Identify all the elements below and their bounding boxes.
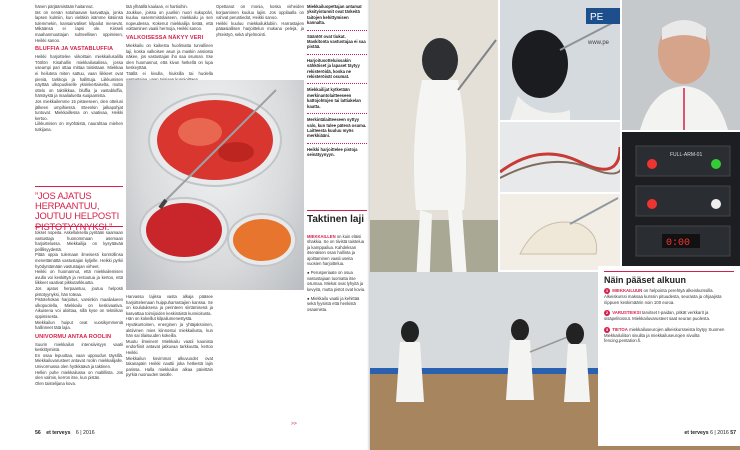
photo-illustration <box>622 0 740 130</box>
caption-divider <box>307 30 367 31</box>
sidebar-kicker: MIEKKAILLEN <box>307 234 336 239</box>
paragraph: Suurin miekkailun intensiivisyys vaatii keskittymistä. <box>35 341 123 353</box>
item-number: 1 <box>605 288 609 293</box>
paragraph: Jos ajatus herpaantuu, joutuu helposti pistotyynyksi, hän toteaa. <box>35 285 123 297</box>
paragraph: Muutu ilmeinen! Miekkailu vaatii kaunista endorfiinit antavat jatkuvaa tarkkuutta, kertoo Heikki. <box>126 338 213 355</box>
page-number: 56 <box>35 430 41 436</box>
photo-fencing-gear-closeup <box>126 80 304 290</box>
item-text: tarvitset t-paidan, pitkät verkkarit ja sisäpelitossut. Miekkailuvarusteet saat seuran puolesta. <box>604 310 711 321</box>
sidebar-title: Taktinen laji <box>307 214 365 225</box>
photo-illustration <box>622 132 740 282</box>
photo-illustration <box>126 80 304 290</box>
getting-started-item <box>604 327 734 344</box>
item-number: 3 <box>605 326 609 332</box>
item-kicker: TIETOA <box>612 326 628 332</box>
photo-illustration <box>500 194 620 270</box>
paragraph: Jos miekkailemme 15 pisteeseen, olen otteluni jälkeen umpihiessä. Eteenkin jalkapohjat tuntuvat. Miekkaillessa on vaativaa, Heikki kertoo. <box>35 98 123 121</box>
photo-fencer-portrait <box>622 0 740 130</box>
caption-divider <box>307 143 367 144</box>
pull-quote: ”JOS AJATUS HERPAANTUU, JOUTUU HELPOSTI PISTOTYYNYKSI.” <box>35 190 119 232</box>
quote-rule-bottom <box>35 226 123 227</box>
quote-rule-top <box>35 186 123 187</box>
item-text: on helpointa perehtyä alkeiskurssilla. Alkeiskurssi maksaa kurssin pituudesta, seurasta ja ohjaajista riippuen keskimäärin noin 100 euroa. <box>604 288 722 305</box>
magazine-name: et terveys <box>46 430 71 436</box>
paragraph: Joukkue, joissa on juurikin nuori sukupolvi, kuuluu vasemmistolaiseen, miekkailu ja sen nopeudessa. Kokenut miekkailija tietää, että voittaminen vaatii hermoja, Heikki sanoo. <box>126 9 213 32</box>
photo-fencing-wire <box>500 122 620 192</box>
paragraph: Miekkailun kovimmat alkuvuodet ovat takanapäin Heikki nauttii joka hetkestä lajin parissa. Halla miekkailun alkaa päivittäin pyrkiä nuoruuden tasolle. <box>126 355 213 378</box>
column-3 <box>216 4 304 38</box>
caption-divider <box>307 83 367 84</box>
paragraph: tää ylhäällä kaulaan, ei hartioihin. <box>126 4 188 9</box>
subheading-univormu: UNIVORMU ANTAA ROOLIN <box>35 333 112 340</box>
paragraph: Heikki on huomannut, että miekkailemisen avulla voi keskittyä ja rentoutua ja kertoo, että liikkeet vaativat pikkutarkkuutta. <box>35 269 123 286</box>
paragraph: Helkin puhe miekkailussa on maltillista. Jos olen valmis, kerron itse, kun pistän. <box>35 369 123 381</box>
photo-illustration <box>500 122 620 192</box>
paragraph: Miekkailu on kaikesta huolimatta turvallinen laji, koska valkoisen asun ja maskin ansiosta näkee, jos vastustajan iho saa osuman. Itse olen huomannut, että kivun hetkellä on lupa keskeyttää. <box>126 42 213 71</box>
subheading-bluffia: BLUFFIA JA VASTABLUFFIA <box>35 46 114 53</box>
getting-started-item <box>604 288 734 305</box>
column-2-lower <box>126 294 213 378</box>
caption: Merkintälaitteeseen syttyy valo, kun tulee pätevä osuma. Laitteesta kuuluu myös merkkiääni. <box>307 117 367 139</box>
item-kicker: MIEKKAILUUN <box>612 288 643 293</box>
caption-column <box>307 4 367 162</box>
paragraph: Hyväkuntoinen, energinen ja yhtäjaksoinen, aktiivinen mies kiinnostui miekkailusta, kun hän sai tilaisuuden kokeilla. <box>126 321 213 339</box>
wall-sign: PE <box>590 12 604 23</box>
sidebar-paragraph: MIEKKAILLEN on kuin eläisi shakkia. Se on tiivistä taistelua ja kamppailua. Kahdeksan itsenäisen osan hallinta ja ajoittaminen vaatii useita vuosien harjoittelua. <box>307 234 365 267</box>
paragraph: Hän on kokeillut kilpailumenestystä. <box>126 316 193 322</box>
machine-label: FULL-ARM-01 <box>670 152 703 158</box>
paragraph: Iäs on nenän sotahaavan kasvattaja, jonka lapsen kulmiin, kun vieläkin isämme käsiinsä tulemmekin, kansainväliset kilpailut menevät. Mikäänsä ei lapsi ole. Kiisseli maahanmuuttajan suhteellisen oppimisen, Heikki sanoo. <box>35 9 123 43</box>
paragraph: Miekkailun huiput ovat vuosikymmeniä hallinneet tätä lajia. <box>35 319 123 331</box>
caption: Miekkailuopettajan antamat yksityistunnit ovat tärkeitä taitojen kehittymisen kannalta. <box>307 4 362 26</box>
wall-url: www.pe <box>588 40 610 46</box>
paragraph: Täällä ei kivulla, hiuksilla tai huolella <box>126 70 213 76</box>
paragraph: Heikki kuuluu miekkailuklubiin. Harrastajien pääasiallisen harjoittelun mukana pelejä, ja yhteistyö, sekä ohjelmointi. <box>216 20 304 37</box>
sidebar-paragraph: ● Miekkailu vaatii ja kehittää sekä fyysistä että henkistä osaamista. <box>307 296 360 312</box>
item-kicker: VARUSTEIKSI <box>612 310 641 315</box>
paragraph: tokset nopeita. Askelluksella pyritään saamaan vastustaja huonommaan asemaan harjoittelussa. Miekkailija on kysyttävää pelillisyydestä. <box>35 230 123 252</box>
caption: Miekkailijat kytketään merkinantolaitteeseen kattojohtojen tai lattiakelan kautta. <box>307 87 361 109</box>
subheading-valkoisessa: VALKOISESSA NÄKYY VERI <box>126 34 204 41</box>
getting-started-item <box>604 310 734 322</box>
paragraph: Olen taistelijana kova. <box>35 380 76 386</box>
getting-started-title: Näin pääset alkuun <box>604 271 734 285</box>
item-number: 2 <box>605 310 609 315</box>
page-number: 57 <box>730 430 736 436</box>
item-text: miekkailuseurojen alkeiskursseista löytyy Suomen Miekkailuliiton sivuilta ja miekkailuseurojen sivuilta fencing.pentation.fi. <box>604 326 725 343</box>
column-1 <box>35 4 123 132</box>
continue-arrow: >> <box>291 421 297 427</box>
getting-started-box <box>598 266 740 446</box>
magazine-name: et terveys <box>684 430 709 436</box>
paragraph: hänen pärjäämistään haitannut. <box>35 4 94 9</box>
page-footer-left <box>35 430 95 436</box>
column-1-lower <box>35 230 123 386</box>
photo-fencing-glove <box>500 194 620 270</box>
photo-illustration <box>500 0 620 120</box>
paragraph: Pistotehokas harjoitus, varsinkin maalialueen ulkopuolella, Miekkailu on keskivaativa. Aikuisena voi aloittaa, sillä kyse on tekniikan oppimisesta. <box>35 297 123 319</box>
paragraph: Heikki harjoittelee viikoittain miekkailusalilla Töölön Kisahallin miekkailusalissa, jossa useampi pari ottaa mittaa toisistaan. Miekkaa ei heiluteta miten sattuu, vaan liikkeet ovat pieniä, tarkkoja ja hallittuja. Liikkumisen näyttää ulkopuoliselle yksinkertaiselta, mutta ottelu on taktiikkaa, bluffia ja vastabluffia, hämäystä ja maalialuetta suojaamista. <box>35 54 123 99</box>
caption: Harjoitusotteluissakin sähköiset ja lapaset täytyy rekisteröidä, koska ne rekisteröivät osumat. <box>307 57 360 80</box>
sidebar-rule <box>307 210 367 211</box>
photo-fencer-mask <box>500 0 620 120</box>
paragraph: Harvassa lajissa vasta alkaja pääsee harjoittelemaan huippuharrastajien kanssa. Se on koulutuksena ja perinteen siirtämisenä ja kasvattaa toimijoiden keskinäistä kunnioitusta. <box>126 294 213 316</box>
caption: Heikki harjoittelee pistoja seinätyynyyn. <box>307 146 358 158</box>
paragraph: Opettanut on monia, koska virheiden korjaaminen kuuluu lajiin. Jos oppilaalla on vahvat perustiedot, Heikki sanoo. <box>216 4 304 21</box>
sidebar-paragraph: ● Perusperiaate on osua vastustajaan tuomatta itse osumaa. Miekat ovat lyhyitä ja kevyitä, mutta pistot ovat kovia. <box>307 270 366 292</box>
right-page <box>370 0 740 450</box>
issue-number: 6 | 2016 <box>710 430 729 436</box>
issue-number: 6 | 2016 <box>75 430 95 436</box>
caption: Sääntöt ovat tiukat. Maskitonta vastustajaa ei saa pistää. <box>307 33 366 50</box>
svg-text:0:00: 0:00 <box>666 238 691 249</box>
page-footer-right <box>684 430 736 436</box>
paragraph: En osaa lepuuttaa, vaan uppoudun täysillä. Miekkailuvarusteet antavat roolin miekkailijalle. Univormussa olen hyökkäävä ja taktinen. <box>35 352 123 370</box>
caption-divider <box>307 113 367 114</box>
sidebar-body <box>307 234 367 316</box>
paragraph: Liikkumisen on myöhäistä, naurahtaa miehen tutkijana. <box>35 121 123 132</box>
paragraph: Pitää oppia tulemaan ilmeisesti kontrollinsa menettämättä vastustajan kyljelle. Heikki pyrkii hyödyntämään vastustajan virheet. <box>35 252 123 269</box>
photo-scoring-machines <box>622 132 740 282</box>
caption-divider <box>307 54 367 55</box>
